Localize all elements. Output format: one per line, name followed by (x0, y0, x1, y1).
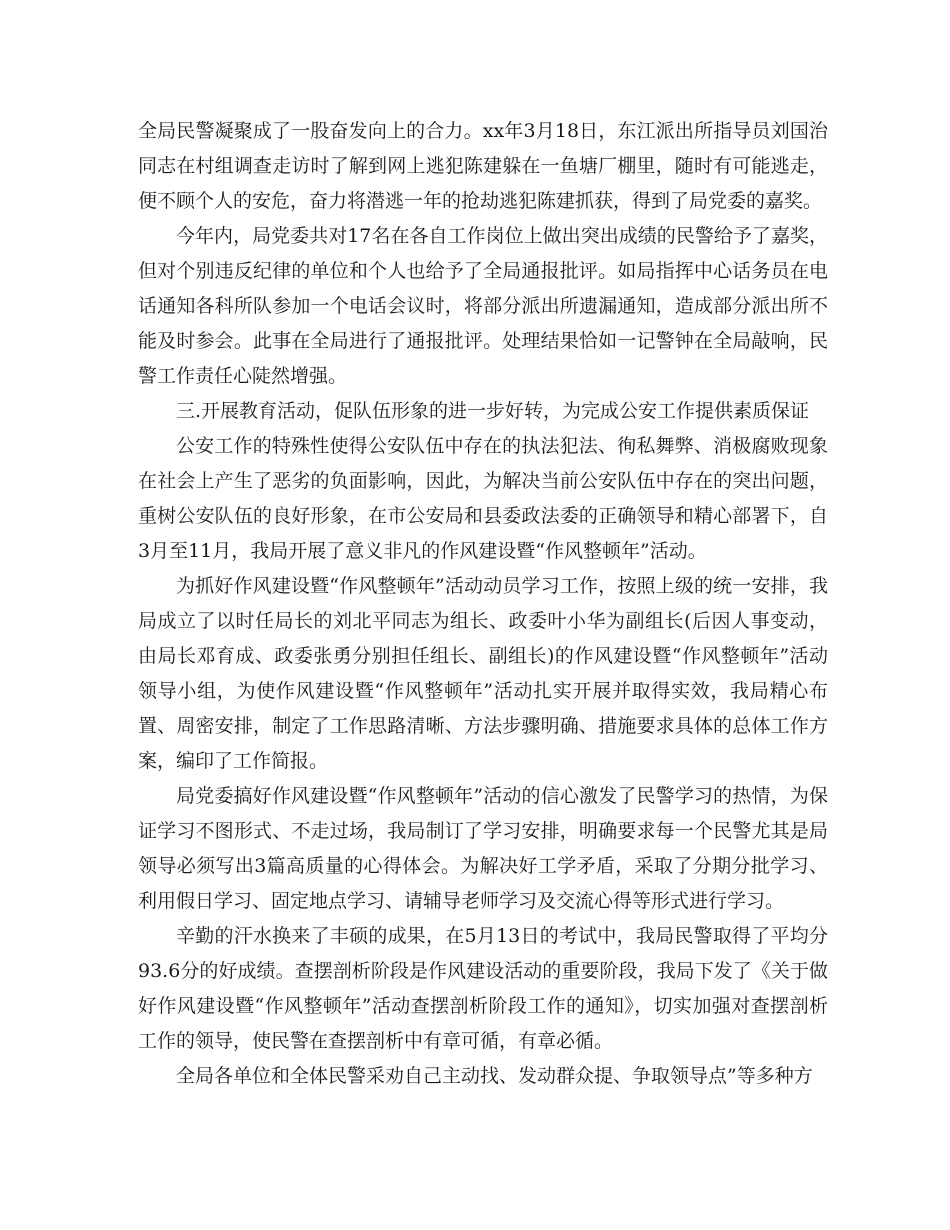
paragraph-3: 公安工作的特殊性使得公安队伍中存在的执法犯法、徇私舞弊、消极腐败现象在社会上产生了恶劣的负面影响，因此，为解决当前公安队伍中存在的突出问题，重树公安队伍的良好形象，在市公安局和县委政法委的正确领导和精心部署下，自3月至11月，我局开展了意义非凡的作风建设暨“作风整顿年”活动。 (138, 435, 828, 562)
document-body (138, 114, 828, 1094)
paragraph-1: 全局民警凝聚成了一股奋发向上的合力。xx年3月18日，东江派出所指导员刘国治同志在村组调查走访时了解到网上逃犯陈建躲在一鱼塘厂棚里，随时有可能逃走，便不顾个人的安危，奋力将潜逃一年的抢劫逃犯陈建抓获，得到了局党委的嘉奖。 (138, 120, 828, 212)
paragraph-2: 今年内，局党委共对17名在各自工作岗位上做出突出成绩的民警给予了嘉奖，但对个别违反纪律的单位和个人也给予了全局通报批评。如局指挥中心话务员在电话通知各科所队参加一个电话会议时，将部分派出所遗漏通知，造成部分派出所不能及时参会。此事在全局进行了通报批评。处理结果恰如一记警钟在全局敲响，民警工作责任心陡然增强。 (138, 225, 828, 387)
paragraph-6: 辛勤的汗水换来了丰硕的成果，在5月13日的考试中，我局民警取得了平均分93.6分的好成绩。查摆剖析阶段是作风建设活动的重要阶段，我局下发了《关于做好作风建设暨“作风整顿年”活动查摆剖析阶段工作的通知》，切实加强对查摆剖析工作的领导，使民警在查摆剖析中有章可循，有章必循。 (138, 925, 828, 1052)
paragraph-4: 为抓好作风建设暨“作风整顿年”活动动员学习工作，按照上级的统一安排，我局成立了以时任局长的刘北平同志为组长、政委叶小华为副组长(后因人事变动，由局长邓育成、政委张勇分别担任组长、副组长)的作风建设暨“作风整顿年”活动领导小组，为使作风建设暨“作风整顿年”活动扎实开展并取得实效，我局精心布置、周密安排，制定了工作思路清晰、方法步骤明确、措施要求具体的总体工作方案，编印了工作简报。 (138, 575, 828, 772)
paragraph-5: 局党委搞好作风建设暨“作风整顿年”活动的信心激发了民警学习的热情，为保证学习不图形式、不走过场，我局制订了学习安排，明确要求每一个民警尤其是局领导必须写出3篇高质量的心得体会。为解决好工学矛盾，采取了分期分批学习、利用假日学习、固定地点学习、请辅导老师学习及交流心得等形式进行学习。 (138, 785, 828, 912)
paragraph-7: 全局各单位和全体民警采劝自己主动找、发动群众提、争取领导点”等多种方 (176, 1065, 813, 1087)
section-heading: 三.开展教育活动，促队伍形象的进一步好转，为完成公安工作提供素质保证 (176, 400, 810, 422)
